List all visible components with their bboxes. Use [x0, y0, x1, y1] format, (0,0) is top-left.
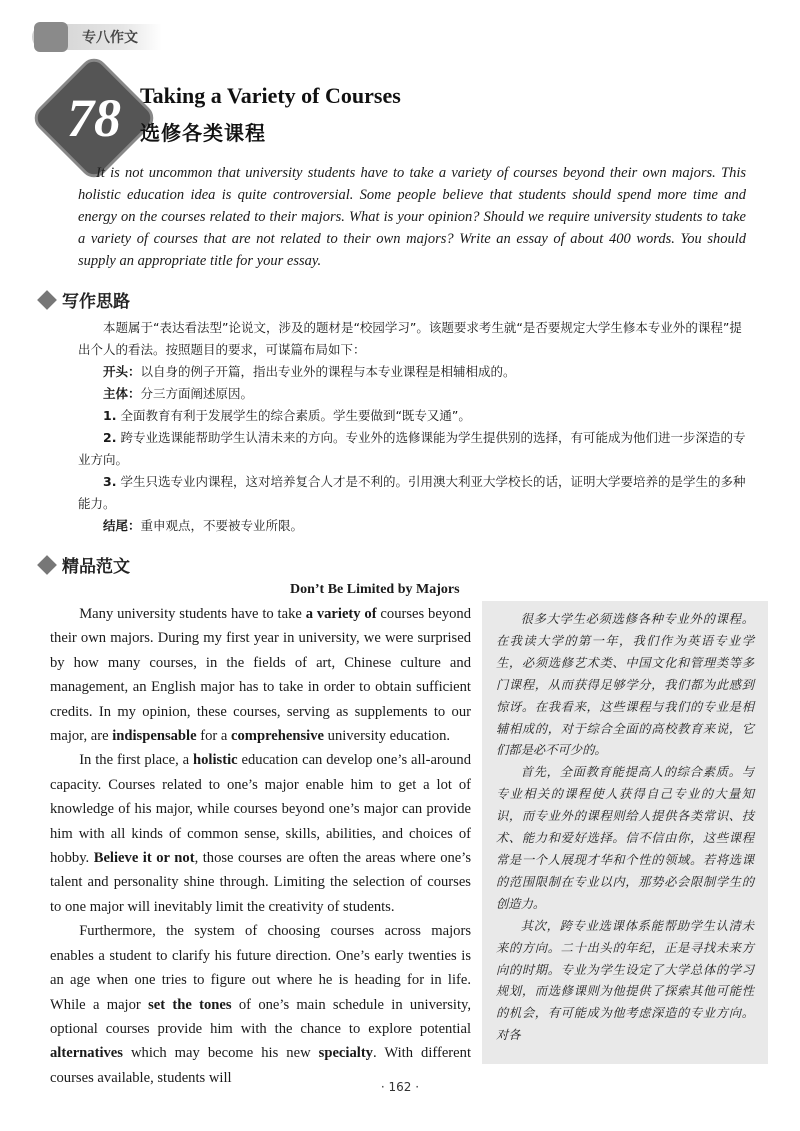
essay-text: Furthermore, the system of choosing courses across majors enables a student to clarify his future direction. One’s early twenties is an age when one tries to figure out where he is heading for in life. While a major	[50, 923, 471, 1013]
page-number: · 162 ·	[380, 1080, 420, 1094]
essay-title: Don’t Be Limited by Majors	[290, 582, 460, 597]
essay-text: . With different courses available, students will	[50, 1045, 471, 1086]
section-heading-sample-label: 精品范文	[62, 557, 130, 577]
writing-ideas	[78, 317, 750, 537]
diamond-icon	[37, 555, 57, 575]
page-title-cn: 选修各类课程	[140, 121, 266, 145]
essay-prompt: It is not uncommon that university students have to take a variety of courses beyond their own majors. This holistic education idea is quite controversial. Some people believe that students should spend more time and energy on the courses related to their majors. What is your opinion? Should we require university students to take a variety of courses that are not related to their own majors? Write an essay of about 400 words. You should supply an appropriate title for your essay.	[78, 165, 746, 269]
diamond-icon	[37, 290, 57, 310]
highlighted-phrase: comprehensive	[231, 728, 324, 745]
book-logo-icon	[34, 22, 68, 52]
translation-paragraph-1: 很多大学生必须选修各种专业外的课程。在我读大学的第一年，我们作为英语专业学生，必须选修艺术类、中国文化和管理类等多门课程，从而获得足够学分，我们都为此感到惊讶。在我看来，这些课程与我们的专业是相辅相成的，对于综合全面的高校教育来说，它们都是必不可少的。	[496, 612, 754, 758]
essay-text: of one’s main schedule in university, optional courses provide him with the chance to explore potential	[50, 996, 471, 1037]
essay-text: university education.	[324, 728, 451, 745]
ideas-body: 主体：分三方面阐述原因。	[103, 386, 254, 401]
essay-text: for a	[196, 728, 232, 745]
number-badge: 78	[67, 88, 121, 148]
translation-paragraph-2: 首先，全面教育能提高人的综合素质。与专业相关的课程使人获得自己专业的大量知识，而专业外的课程则给人提供各类常识、技术、能力和爱好选择。信不信由你，这些课程常是一个人展现才华和个性的领域。若将选课的范围限制在专业以内，那势必会限制学生的创造力。	[496, 765, 754, 911]
highlighted-phrase: indispensable	[112, 728, 197, 745]
essay-paragraph-1	[50, 602, 471, 748]
ideas-ending: 结尾：重申观点，不要被专业所限。	[103, 518, 304, 533]
highlighted-phrase: Believe it or not	[93, 850, 195, 867]
ideas-intro: 本题属于“表达看法型”论说文，涉及的题材是“校园学习”。该题要求考生就“是否要规定大学生修本专业外的课程”提出个人的看法。按照题目的要求，可谋篇布局如下：	[78, 320, 742, 357]
essay-text: which may become his new	[122, 1045, 319, 1062]
essay-translation-box	[482, 601, 768, 1064]
highlighted-phrase: a variety of	[305, 606, 377, 622]
highlighted-phrase: holistic	[193, 752, 238, 769]
essay-paragraph-2	[50, 748, 471, 919]
essay-text: In the first place, a	[79, 752, 194, 769]
essay-text: , those courses are often the areas where one’s talent and personality shine through. Limiting the selection of courses to one major will inevitably limit the creativity of students.	[50, 850, 472, 915]
translation-paragraph-3: 其次，跨专业选课体系能帮助学生认清未来的方向。二十出头的年纪，正是寻找未来方向的时期。专业为学生设定了大学总体的学习规划，而选修课则为他提供了探索其他可能性的机会，有可能成为他考虑深造的专业方向。对各	[496, 918, 754, 1043]
essay-english	[50, 602, 471, 1090]
ideas-point-2: 2. 跨专业选课能帮助学生认清未来的方向。专业外的选修课能为学生提供别的选择，有可能成为他们进一步深造的专业方向。	[78, 430, 746, 467]
essay-text: Many university students have to take	[79, 606, 306, 622]
essay-text: courses beyond their own majors. During my first year in university, we were surprised by how many courses, in the fields of art, Chinese culture and management, an English major has to take in order to obtain sufficient credits. In my opinion, these courses, serving as supplements to our major, are	[50, 606, 472, 745]
essay-paragraph-3	[50, 919, 471, 1090]
highlighted-phrase: set the tones	[148, 996, 232, 1013]
highlighted-phrase: alternatives	[50, 1045, 123, 1062]
section-heading-sample	[36, 552, 130, 577]
section-heading-ideas-label: 写作思路	[62, 292, 130, 312]
header-tab-label: 专八作文	[82, 30, 138, 46]
highlighted-phrase: specialty	[318, 1045, 373, 1062]
section-heading-ideas	[36, 287, 130, 312]
essay-text: education can develop one’s all-around capacity. Courses related to one’s major enable him to get a lot of knowledge of his major, while courses beyond one’s major can provide him with all kinds of common sense, skills, abilities, and choices of hobby.	[50, 752, 471, 867]
ideas-point-1: 1. 全面教育有利于发展学生的综合素质。学生要做到“既专又通”。	[103, 408, 471, 423]
page-title-en: Taking a Variety of Courses	[140, 83, 401, 108]
ideas-opening: 开头：以自身的例子开篇，指出专业外的课程与本专业课程是相辅相成的。	[103, 364, 516, 379]
ideas-point-3: 3. 学生只选专业内课程，这对培养复合人才是不利的。引用澳大利亚大学校长的话，证明大学要培养的是学生的多种能力。	[78, 474, 746, 511]
